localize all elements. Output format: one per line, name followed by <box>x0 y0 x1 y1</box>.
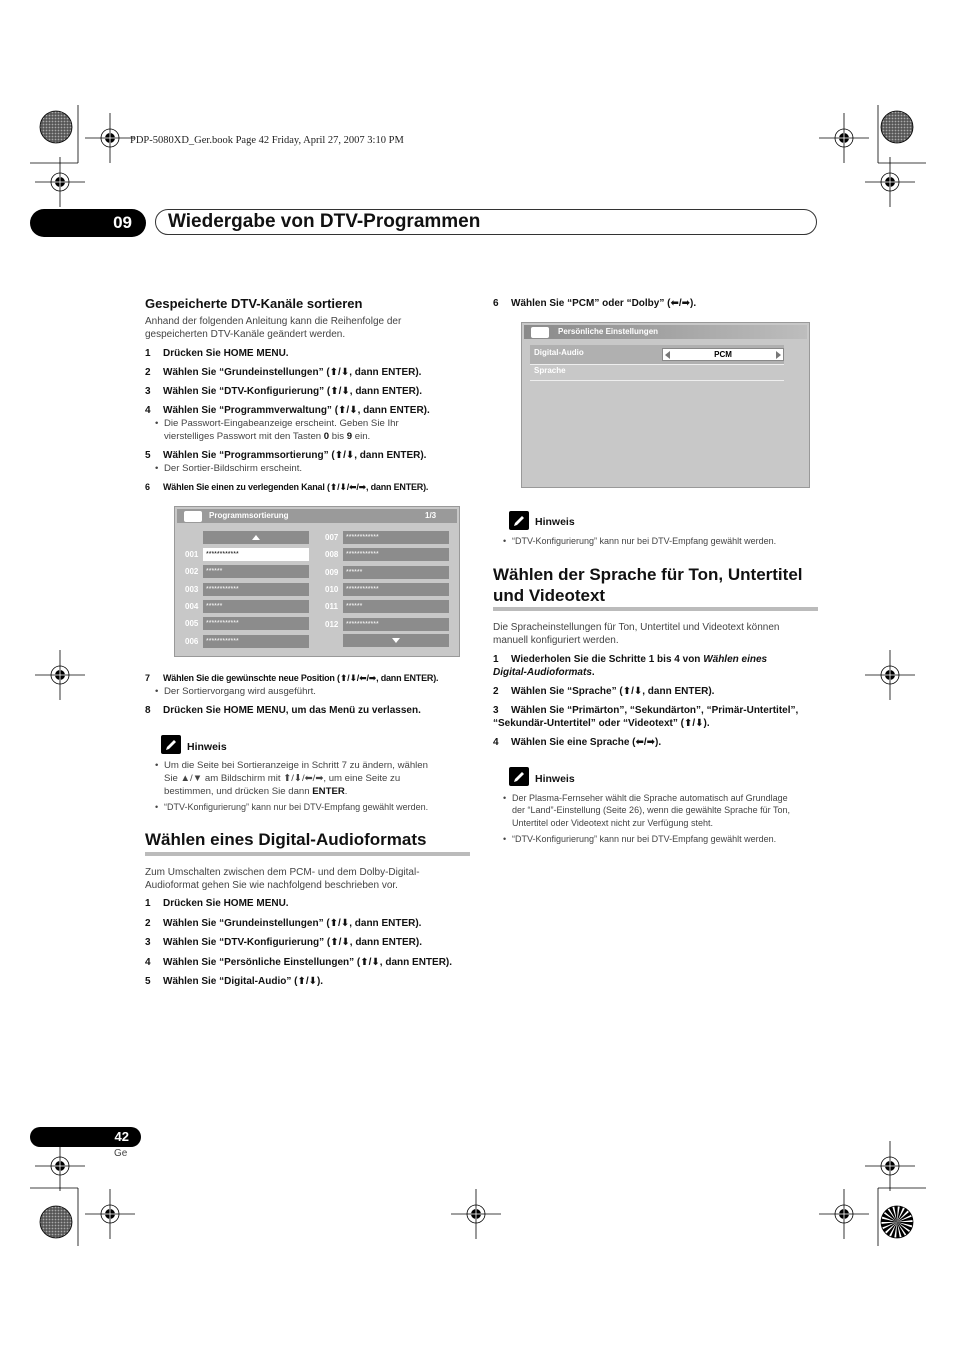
lang-step-1: 1 Wiederholen Sie die Schritte 1 bis 4 von Wählen eines <box>493 654 768 665</box>
sort-step-7: 7 Wählen Sie die gewünschte neue Position (⬆/⬇/⬅/➡, dann ENTER). <box>145 673 439 683</box>
channel-number: 001 <box>185 550 199 559</box>
language-code: Ge <box>114 1148 128 1159</box>
sort-intro-line: Anhand der folgenden Anleitung kann die Reihenfolge der <box>145 316 402 327</box>
channel-number: 011 <box>325 602 338 612</box>
channel-slot[interactable]: ****** <box>343 566 449 579</box>
sort-intro-line: gespeicherten DTV-Kanäle geändert werden. <box>145 329 346 340</box>
menu-icon <box>184 511 202 522</box>
digital-audio-selector[interactable] <box>662 348 784 361</box>
file-info: PDP-5080XD_Ger.book Page 42 Friday, April 27, 2007 3:10 PM <box>130 135 404 146</box>
lang-intro-line: Die Spracheinstellungen für Ton, Untertitel und Videotext können <box>493 622 780 633</box>
channel-slot[interactable]: ************ <box>343 618 449 631</box>
audio-screen-title: Persönliche Einstellungen <box>558 327 659 336</box>
channel-slot[interactable]: ************ <box>203 583 309 596</box>
page-number: 42 <box>114 1129 129 1144</box>
digital-audio-row[interactable] <box>530 345 784 365</box>
note-bullet: • “DTV-Konfigurierung” kann nur bei DTV-Empfang gewählt werden. <box>503 536 777 546</box>
sort-screen-header <box>177 509 457 523</box>
sprache-row[interactable] <box>530 364 784 381</box>
digital-audio-value: PCM <box>714 350 732 359</box>
audio-intro-line: Zum Umschalten zwischen dem PCM- und dem Dolby-Digital- <box>145 867 420 878</box>
note-bullet-cont: der “Land”-Einstellung (Seite 26), wenn die gewählte Sprache für Ton, <box>512 805 790 815</box>
sort-screen-page: 1/3 <box>425 511 437 520</box>
channel-number: 012 <box>325 619 339 629</box>
channel-slot[interactable]: ************ <box>203 617 309 630</box>
sort-step-1: 1 Drücken Sie HOME MENU. <box>145 348 289 359</box>
lang-step-3: 3 Wählen Sie “Primärton”, “Sekundärton”, “Primär-Untertitel”, <box>493 705 799 716</box>
channel-number: 007 <box>325 533 339 542</box>
channel-number: 003 <box>185 584 199 594</box>
arrow-down-icon <box>392 638 400 643</box>
lang-step-2: 2 Wählen Sie “Sprache” (⬆/⬇, dann ENTER). <box>493 686 715 697</box>
channel-number: 010 <box>325 584 339 594</box>
lang-intro-line: manuell konfiguriert werden. <box>493 635 619 646</box>
channel-slot[interactable]: ****** <box>203 565 309 578</box>
note-bullet-cont: Sie ▲/▼ am Bildschirm mit ⬆/⬇/⬅/➡, um eine Seite zu <box>164 773 401 784</box>
note-bullet-cont: bestimmen, und drücken Sie dann ENTER. <box>164 786 348 797</box>
audio-section-title: Wählen eines Digital-Audioformats <box>145 830 427 849</box>
sort-step-2: 2 Wählen Sie “Grundeinstellungen” (⬆/⬇, dann ENTER). <box>145 367 422 378</box>
channel-slot[interactable]: ****** <box>203 600 309 613</box>
channel-slot-selected[interactable]: ************ <box>203 548 309 561</box>
note-bullet: • “DTV-Konfigurierung” kann nur bei DTV-Empfang gewählt werden. <box>503 834 777 844</box>
note-icon <box>509 511 529 530</box>
arrow-up-icon <box>252 535 260 540</box>
note-bullet-cont: Untertitel oder Videotext nicht zur Verfügung steht. <box>512 818 713 828</box>
note-icon <box>161 735 181 754</box>
scroll-up-button[interactable] <box>203 531 309 544</box>
audio-step-5: 5 Wählen Sie “Digital-Audio” (⬆/⬇). <box>145 976 324 987</box>
channel-number: 005 <box>185 619 199 629</box>
menu-icon <box>531 327 549 338</box>
audio-step-2: 2 Wählen Sie “Grundeinstellungen” (⬆/⬇, dann ENTER). <box>145 918 422 929</box>
audio-screen-header <box>524 325 807 339</box>
sort-step-8: 8 Drücken Sie HOME MENU, um das Menü zu verlassen. <box>145 705 421 716</box>
note-bullet: • Der Plasma-Fernseher wählt die Sprache automatisch auf Grundlage <box>503 793 788 803</box>
title-underline <box>493 607 818 611</box>
step4-note: • Die Passwort-Eingabeanzeige erscheint. Geben Sie Ihr <box>155 418 399 429</box>
audio-step-6: 6 Wählen Sie “PCM” oder “Dolby” (⬅/➡). <box>493 298 697 309</box>
audio-step-1: 1 Drücken Sie HOME MENU. <box>145 898 289 909</box>
sort-step-5: 5 Wählen Sie “Programmsortierung” (⬆/⬇, dann ENTER). <box>145 450 427 461</box>
lang-step-1-cont: Digital-Audioformats. <box>493 667 595 678</box>
step4-note-cont: vierstelliges Passwort mit den Tasten 0 bis 9 ein. <box>164 431 371 442</box>
lang-step-4: 4 Wählen Sie eine Sprache (⬅/➡). <box>493 737 662 748</box>
chapter-number: 09 <box>113 213 132 232</box>
channel-slot[interactable]: ****** <box>343 600 449 613</box>
channel-number: 002 <box>185 567 199 577</box>
arrow-right-icon[interactable] <box>776 351 781 359</box>
note-label: Hinweis <box>187 741 227 753</box>
audio-step-3: 3 Wählen Sie “DTV-Konfigurierung” (⬆/⬇, dann ENTER). <box>145 937 422 948</box>
note-label: Hinweis <box>535 516 575 528</box>
channel-number: 008 <box>325 550 339 560</box>
lang-section-title: Wählen der Sprache für Ton, Untertitel <box>493 565 803 584</box>
title-underline <box>145 852 470 856</box>
lang-step-3-cont: “Sekundär-Untertitel” oder “Videotext” (⬆/⬇). <box>493 718 710 729</box>
audio-step-4: 4 Wählen Sie “Persönliche Einstellungen” (⬆/⬇, dann ENTER). <box>145 957 453 968</box>
note-icon <box>509 767 529 786</box>
scroll-down-button[interactable] <box>343 634 449 647</box>
channel-slot[interactable]: ************ <box>203 635 309 648</box>
channel-slot[interactable]: ************ <box>343 531 449 544</box>
lang-section-title-cont: und Videotext <box>493 586 606 605</box>
channel-number: 006 <box>185 636 199 646</box>
chapter-title: Wiedergabe von DTV-Programmen <box>168 211 481 232</box>
note-bullet: • “DTV-Konfigurierung” kann nur bei DTV-Empfang gewählt werden. <box>155 802 429 812</box>
channel-number: 009 <box>325 567 339 577</box>
sort-screen-title: Programmsortierung <box>209 511 289 520</box>
sprache-label: Sprache <box>534 366 566 375</box>
step7-note: • Der Sortiervorgang wird ausgeführt. <box>155 686 316 697</box>
sort-step-3: 3 Wählen Sie “DTV-Konfigurierung” (⬆/⬇, dann ENTER). <box>145 386 422 397</box>
channel-slot[interactable]: ************ <box>343 548 449 561</box>
note-label: Hinweis <box>535 773 575 785</box>
step5-note: • Der Sortier-Bildschirm erscheint. <box>155 463 303 474</box>
digital-audio-label: Digital-Audio <box>534 348 584 357</box>
sort-section-title: Gespeicherte DTV-Kanäle sortieren <box>145 296 363 311</box>
audio-intro-line: Audioformat gehen Sie wie nachfolgend beschrieben vor. <box>145 880 398 891</box>
note-bullet: • Um die Seite bei Sortieranzeige in Schritt 7 zu ändern, wählen <box>155 760 428 771</box>
sort-step-4: 4 Wählen Sie “Programmverwaltung” (⬆/⬇, dann ENTER). <box>145 405 430 416</box>
sort-screen <box>174 506 460 657</box>
channel-number: 004 <box>185 601 199 611</box>
audio-screen <box>521 322 810 488</box>
sort-step-6: 6 Wählen Sie einen zu verlegenden Kanal (⬆/⬇/⬅/➡, dann ENTER). <box>145 482 429 492</box>
channel-slot[interactable]: ************ <box>343 583 449 596</box>
